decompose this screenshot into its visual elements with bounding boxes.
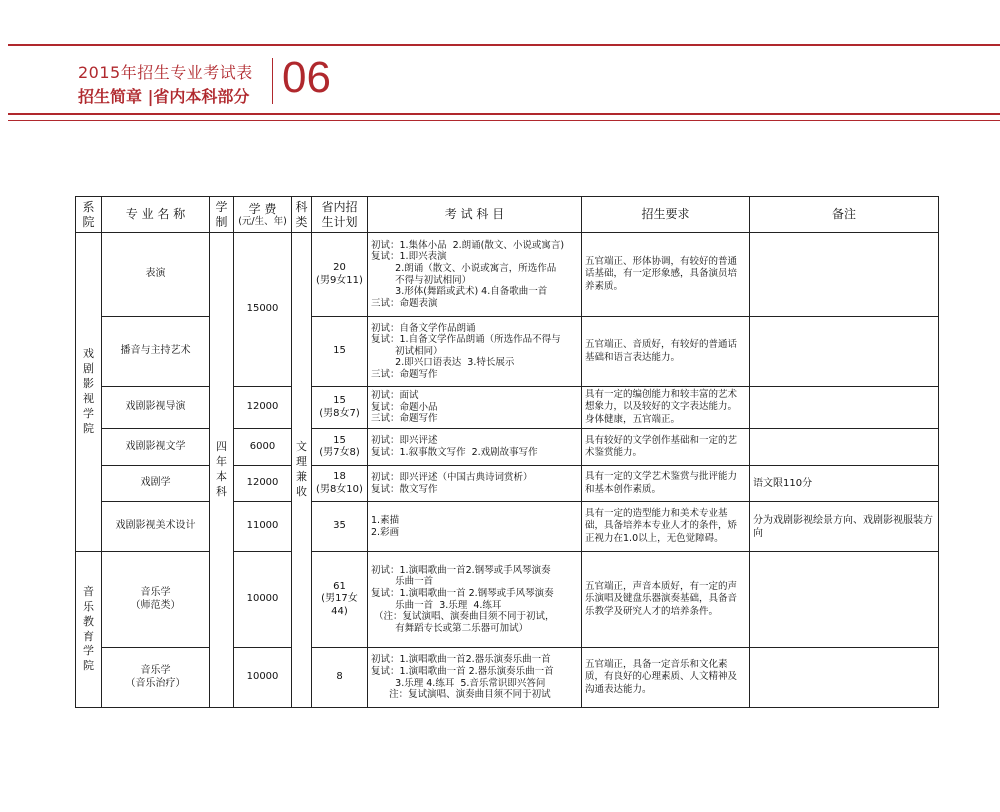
remark-cell (750, 387, 939, 429)
plan-cell: 18 (男8女10) (312, 466, 368, 502)
department-cell: 音 乐 教 育 学 院 (76, 552, 102, 708)
header-top-rule (8, 44, 1000, 46)
exam-cell: 初试：面试 复试：命题小品 三试：命题写作 (368, 387, 582, 429)
fee-cell: 11000 (234, 502, 292, 552)
category-cell: 文 理 兼 收 (292, 233, 312, 708)
header-fee-unit: (元/生、年) (238, 216, 287, 227)
requirement-cell: 五官端正、形体协调，有较好的普通话基础，有一定形象感，具备演员培养素质。 (582, 233, 750, 317)
major-cell: 戏剧影视文学 (102, 429, 210, 466)
department-cell: 戏 剧 影 视 学 院 (76, 233, 102, 552)
duration-cell: 四 年 本 科 (210, 233, 234, 708)
table-row (76, 429, 939, 466)
requirement-cell: 五官端正，具备一定音乐和文化素质，有良好的心理素质、人文精神及沟通表达能力。 (582, 648, 750, 708)
page-title: 2015年招生专业考试表 (78, 63, 253, 82)
plan-cell: 15 (男7女8) (312, 429, 368, 466)
exam-cell: 初试：即兴评述 复试：1.叙事散文写作 2.戏剧故事写作 (368, 429, 582, 466)
table-row (76, 648, 939, 708)
exam-cell: 初试：即兴评述（中国古典诗词赏析） 复试：散文写作 (368, 466, 582, 502)
major-cell: 戏剧影视导演 (102, 387, 210, 429)
exam-cell: 初试：自备文学作品朗诵 复试：1.自备文学作品朗诵（所选作品不得与 初试相同） 2.即兴口语表达 3.特长展示 三试：命题写作 (368, 317, 582, 387)
header-remarks: 备注 (750, 197, 939, 233)
page-number: 06 (282, 53, 331, 102)
major-cell: 音乐学 （师范类） (102, 552, 210, 648)
remark-cell (750, 317, 939, 387)
fee-cell: 6000 (234, 429, 292, 466)
table-row (76, 552, 939, 648)
exam-cell: 1.素描 2.彩画 (368, 502, 582, 552)
header-requirements: 招生要求 (582, 197, 750, 233)
requirement-cell: 五官端正、音质好，有较好的普通话基础和语言表达能力。 (582, 317, 750, 387)
exam-cell: 初试：1.演唱歌曲一首2.器乐演奏乐曲一首 复试：1.演唱歌曲一首 2.器乐演奏乐曲一首 3.乐理 4.练耳 5.音乐常识即兴答问 注：复试演唱、演奏曲目须不同于初试 (368, 648, 582, 708)
fee-cell: 12000 (234, 387, 292, 429)
header-plan: 省内招 生计划 (312, 197, 368, 233)
exam-cell: 初试：1.集体小品 2.朗诵(散文、小说或寓言) 复试：1.即兴表演 2.朗诵（散文、小说或寓言，所选作品 不得与初试相同） 3.形体(舞蹈或武术) 4.自备歌曲一首 三试：命题表演 (368, 233, 582, 317)
plan-cell: 8 (312, 648, 368, 708)
requirement-cell: 五官端正，声音本质好，有一定的声乐演唱及键盘乐器演奏基础，具备音乐教学及研究人才的培养条件。 (582, 552, 750, 648)
major-cell: 戏剧学 (102, 466, 210, 502)
table-row (76, 466, 939, 502)
major-cell: 表演 (102, 233, 210, 317)
remark-cell: 语文限110分 (750, 466, 939, 502)
header-exams: 考 试 科 目 (368, 197, 582, 233)
page-subtitle: 招生简章 |省内本科部分 (78, 87, 250, 106)
major-cell: 播音与主持艺术 (102, 317, 210, 387)
header-department: 系 院 (76, 197, 102, 233)
header-category: 科 类 (292, 197, 312, 233)
plan-cell: 61 (男17女44) (312, 552, 368, 648)
fee-cell: 10000 (234, 648, 292, 708)
remark-cell (750, 552, 939, 648)
major-cell: 戏剧影视美术设计 (102, 502, 210, 552)
header-fee-label: 学 费 (248, 201, 277, 216)
remark-cell (750, 648, 939, 708)
exam-table (75, 196, 939, 708)
fee-cell: 12000 (234, 466, 292, 502)
plan-cell: 20 (男9女11) (312, 233, 368, 317)
remark-cell: 分为戏剧影视绘景方向、戏剧影视服装方向 (750, 502, 939, 552)
fee-cell: 10000 (234, 552, 292, 648)
header-fee (234, 197, 292, 233)
table-row (76, 502, 939, 552)
header-major: 专 业 名 称 (102, 197, 210, 233)
remark-cell (750, 429, 939, 466)
plan-cell: 15 (男8女7) (312, 387, 368, 429)
table-row (76, 317, 939, 387)
fee-cell: 15000 (234, 233, 292, 387)
requirement-cell: 具有一定的造型能力和美术专业基础，具备培养本专业人才的条件，矫正视力在1.0以上，无色觉障碍。 (582, 502, 750, 552)
header-divider (272, 58, 273, 104)
header-duration: 学 制 (210, 197, 234, 233)
requirement-cell: 具有一定的文学艺术鉴赏与批评能力和基本创作素质。 (582, 466, 750, 502)
header-bottom-rule (8, 113, 1000, 115)
requirement-cell: 具有一定的编创能力和较丰富的艺术想象力，以及较好的文字表达能力。身体健康，五官端正。 (582, 387, 750, 429)
plan-cell: 35 (312, 502, 368, 552)
header-bottom-rule-thin (8, 120, 1000, 121)
table-row (76, 233, 939, 317)
table-header-row (76, 197, 939, 233)
requirement-cell: 具有较好的文学创作基础和一定的艺术鉴赏能力。 (582, 429, 750, 466)
plan-cell: 15 (312, 317, 368, 387)
remark-cell (750, 233, 939, 317)
table-row (76, 387, 939, 429)
major-cell: 音乐学 （音乐治疗） (102, 648, 210, 708)
exam-cell: 初试：1.演唱歌曲一首2.钢琴或手风琴演奏 乐曲一首 复试：1.演唱歌曲一首 2.钢琴或手风琴演奏 乐曲一首 3.乐理 4.练耳 （注：复试演唱、演奏曲目须不同于初试， 有舞蹈专长或第二乐器可加试） (368, 552, 582, 648)
